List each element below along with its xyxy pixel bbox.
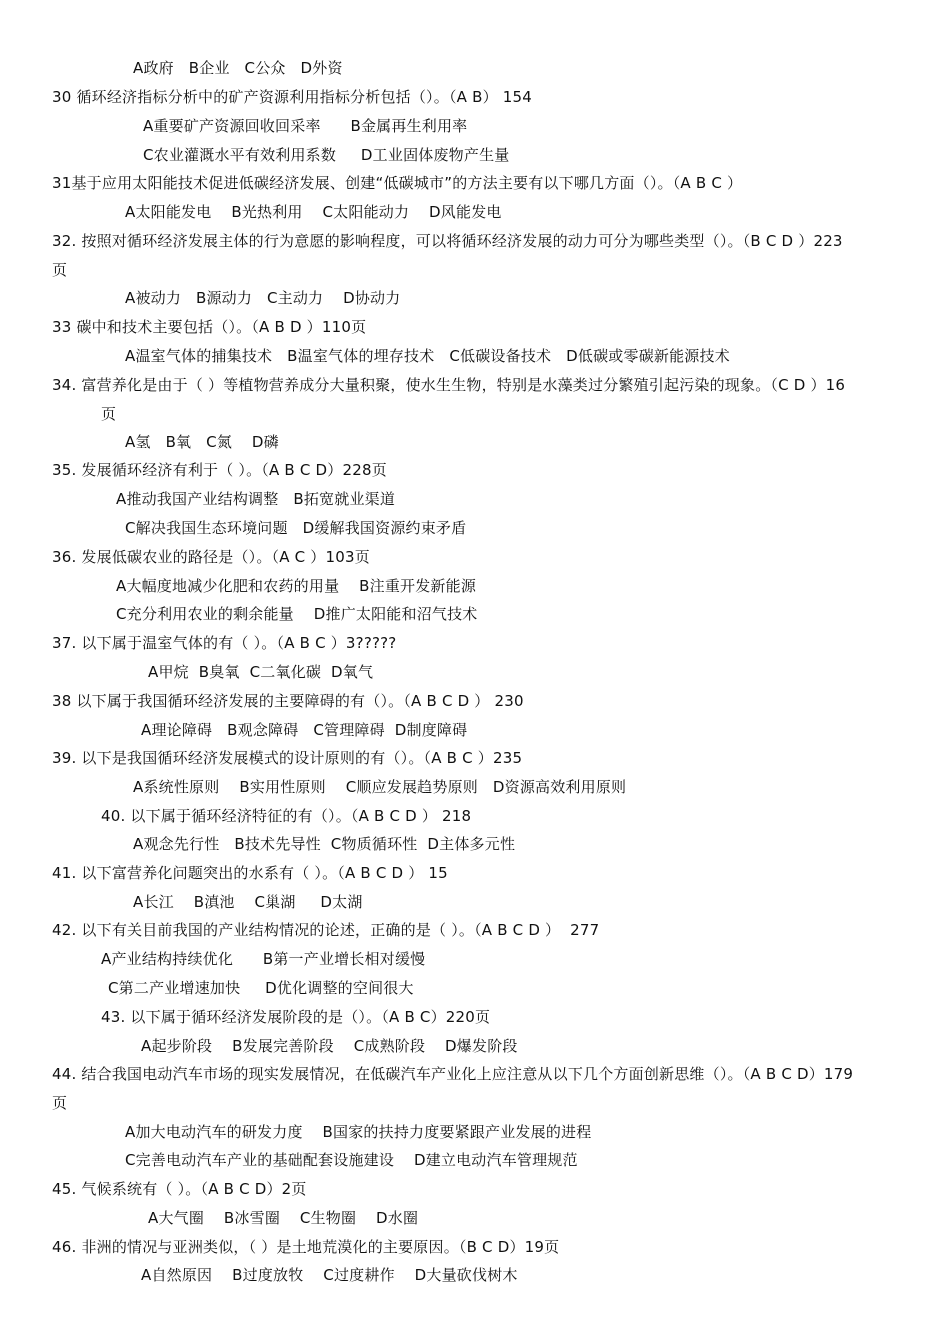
q37-options: A甲烷 B臭氧 C二氧化碳 D氧气 [148,663,374,681]
q44-question-cont: 页 [52,1094,68,1112]
q43-options: A起步阶段 B发展完善阶段 C成熟阶段 D爆发阶段 [141,1037,518,1055]
q35-options-ab: A推动我国产业结构调整 B拓宽就业渠道 [116,490,396,508]
q44-options-cd: C完善电动汽车产业的基础配套设施建设 D建立电动汽车管理规范 [125,1151,578,1169]
q30-options-cd: C农业灌溉水平有效利用系数 D工业固体废物产生量 [143,146,510,164]
q36-options-ab: A大幅度地减少化肥和农药的用量 B注重开发新能源 [116,577,477,595]
q44-question: 44. 结合我国电动汽车市场的现实发展情况，在低碳汽车产业化上应注意从以下几个方面创新思维（）。（A B C D）179 [52,1065,854,1083]
q39-question: 39. 以下是我国循环经济发展模式的设计原则的有（）。（A B C ）235 [52,749,523,767]
q35-question: 35. 发展循环经济有利于（ ）。（A B C D）228页 [52,461,387,479]
q32-options: A被动力 B源动力 C主动力 D协动力 [125,289,401,307]
q31-question: 31基于应用太阳能技术促进低碳经济发展、创建“低碳城市”的方法主要有以下哪几方面（）。（A B C ） [52,174,743,192]
q42-options-ab: A产业结构持续优化 B第一产业增长相对缓慢 [101,950,426,968]
q36-question: 36. 发展低碳农业的路径是（）。（A C ）103页 [52,548,370,566]
q29-options: A政府 B企业 C公众 D外资 [133,59,343,77]
q43-question: 43. 以下属于循环经济发展阶段的是（）。（A B C）220页 [101,1008,491,1026]
q41-question: 41. 以下富营养化问题突出的水系有（ ）。（A B C D ） 15 [52,864,448,882]
q45-options: A大气圈 B冰雪圈 C生物圈 D水圈 [148,1209,419,1227]
q34-options: A氢 B氧 C氮 D磷 [125,433,279,451]
q46-question: 46. 非洲的情况与亚洲类似，（ ）是土地荒漠化的主要原因。（B C D）19页 [52,1238,560,1256]
q46-options: A自然原因 B过度放牧 C过度耕作 D大量砍伐树木 [141,1266,518,1284]
q30-question: 30 循环经济指标分析中的矿产资源利用指标分析包括（）。（A B） 154 [52,88,532,106]
q34-question-cont: 页 [101,405,117,423]
q38-question: 38 以下属于我国循环经济发展的主要障碍的有（）。（A B C D ） 230 [52,692,524,710]
q45-question: 45. 气候系统有（ ）。（A B C D）2页 [52,1180,307,1198]
q30-options-ab: A重要矿产资源回收回采率 B金属再生利用率 [143,117,468,135]
q39-options: A系统性原则 B实用性原则 C顺应发展趋势原则 D资源高效利用原则 [133,778,627,796]
q42-question: 42. 以下有关目前我国的产业结构情况的论述，正确的是（ ）。（A B C D ） 277 [52,921,600,939]
q37-question: 37. 以下属于温室气体的有（ ）。（A B C ）3????? [52,634,397,652]
q31-options: A太阳能发电 B光热利用 C太阳能动力 D风能发电 [125,203,502,221]
q44-options-ab: A加大电动汽车的研发力度 B国家的扶持力度要紧跟产业发展的进程 [125,1123,592,1141]
q41-options: A长江 B滇池 C巢湖 D太湖 [133,893,363,911]
q34-question: 34. 富营养化是由于（ ）等植物营养成分大量积聚，使水生生物，特别是水藻类过分繁殖引起污染的现象。（C D ）16 [52,376,846,394]
q40-question: 40. 以下属于循环经济特征的有（）。（A B C D ） 218 [101,807,472,825]
q32-question: 32. 按照对循环经济发展主体的行为意愿的影响程度，可以将循环经济发展的动力可分为哪些类型（）。（B C D ）223 [52,232,843,250]
q33-question: 33 碳中和技术主要包括（）。（A B D ）110页 [52,318,367,336]
q42-options-cd: C第二产业增速加快 D优化调整的空间很大 [108,979,414,997]
q33-options: A温室气体的捕集技术 B温室气体的埋存技术 C低碳设备技术 D低碳或零碳新能源技术 [125,347,730,365]
q38-options: A理论障碍 B观念障碍 C管理障碍 D制度障碍 [141,721,468,739]
q32-question-cont: 页 [52,261,68,279]
q36-options-cd: C充分利用农业的剩余能量 D推广太阳能和沼气技术 [116,605,478,623]
q35-options-cd: C解决我国生态环境问题 D缓解我国资源约束矛盾 [125,519,467,537]
q40-options: A观念先行性 B技术先导性 C物质循环性 D主体多元性 [133,835,516,853]
